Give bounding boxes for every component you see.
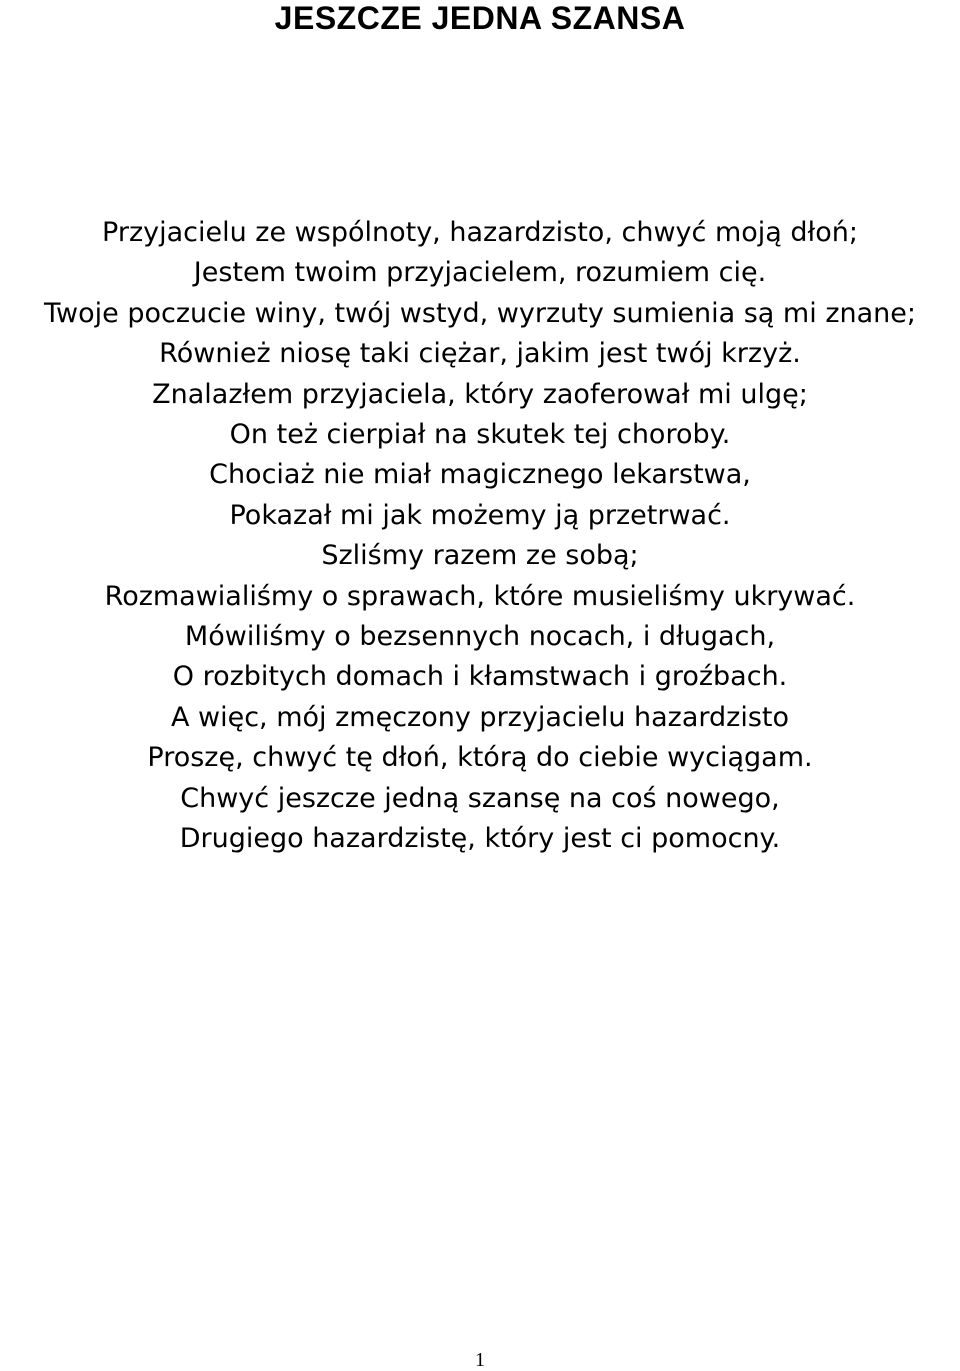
poem-line: Proszę, chwyć tę dłoń, którą do ciebie wyciągam. — [147, 742, 813, 774]
poem-line: Mówiliśmy o bezsennych nocach, i długach, — [184, 621, 776, 653]
poem-line: Twoje poczucie winy, twój wstyd, wyrzuty sumienia są mi znane; — [44, 297, 916, 329]
poem-line: Przyjacielu ze wspólnoty, hazardzisto, chwyć moją dłoń; — [102, 217, 858, 248]
poem-line: Jestem twoim przyjacielem, rozumiem cię. — [193, 257, 767, 289]
poem-line: Chwyć jeszcze jedną szansę na coś nowego, — [180, 782, 780, 814]
page-number: 1 — [475, 1349, 485, 1371]
poem-line: Znalazłem przyjaciela, który zaoferował mi ulgę; — [152, 378, 808, 410]
poem-line: Drugiego hazardzistę, który jest ci pomocny. — [179, 823, 781, 855]
poem-line: Pokazał mi jak możemy ją przetrwać. — [229, 499, 731, 531]
poem-line: Również niosę taki ciężar, jakim jest twój krzyż. — [159, 338, 801, 370]
page-title: JESZCZE JEDNA SZANSA — [274, 0, 686, 36]
poem-line: Chociaż nie miał magicznego lekarstwa, — [209, 459, 751, 491]
poem-line: Rozmawialiśmy o sprawach, które musieliśmy ukrywać. — [104, 580, 856, 612]
poem-line: Szliśmy razem ze sobą; — [321, 540, 639, 572]
poem-line: On też cierpiał na skutek tej choroby. — [229, 419, 731, 451]
poem-line: O rozbitych domach i kłamstwach i groźbach. — [172, 661, 788, 693]
poem-line: A więc, mój zmęczony przyjacielu hazardzisto — [170, 701, 790, 733]
poem-body — [0, 213, 960, 860]
